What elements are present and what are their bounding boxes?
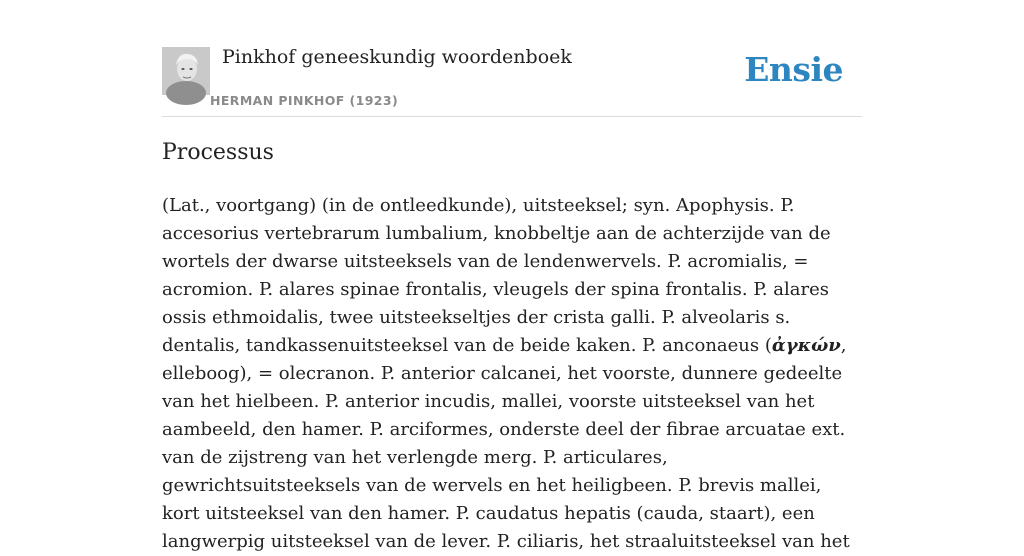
entry-definition: [162, 192, 862, 556]
definition-text-part-1: (Lat., voortgang) (in de ontleedkunde), uitsteeksel; syn. Apophysis. P. accesorius vertebrarum lumbalium, knobbeltje aan de achterzijde van de wortels der dwarse uitsteeksels van de lendenwervels. P. acromialis, = acromion. P. alares spinae frontalis, vleugels der spina frontalis. P. alares ossis ethmoidalis, twee uitsteekseltjes der crista galli. P. alveolaris s. dentalis, tandkassenuitsteeksel van de beide kaken. P. anconaeus (: [162, 195, 831, 356]
greek-term: ἀγκών: [771, 335, 841, 356]
author-portrait-image: [162, 47, 210, 95]
author-name: HERMAN PINKHOF (1923): [210, 93, 399, 108]
book-title[interactable]: Pinkhof geneeskundig woordenboek: [222, 46, 572, 68]
entry-title: Processus: [162, 140, 274, 165]
author-avatar[interactable]: [162, 47, 210, 95]
definition-text-part-2: , elleboog), = olecranon. P. anterior calcanei, het voorste, dunnere gedeelte van het hielbeen. P. anterior incudis, mallei, voorste uitsteeksel van het aambeeld, den hamer. P. arciformes, onderste deel der fibrae arcuatae ext. van de zijstreng van het verlengde merg. P. articulares, gewrichtsuitsteeksels van de wervels en het heiligbeen. P. brevis mallei, kort uitsteeksel van den hamer. P. caudatus hepatis (cauda, staart), een langwerpig uitsteeksel van de lever. P. ciliaris, het straaluitsteeksel van het: [162, 335, 850, 552]
ensie-logo-link[interactable]: Ensie: [744, 50, 843, 89]
page-header: [162, 40, 862, 117]
